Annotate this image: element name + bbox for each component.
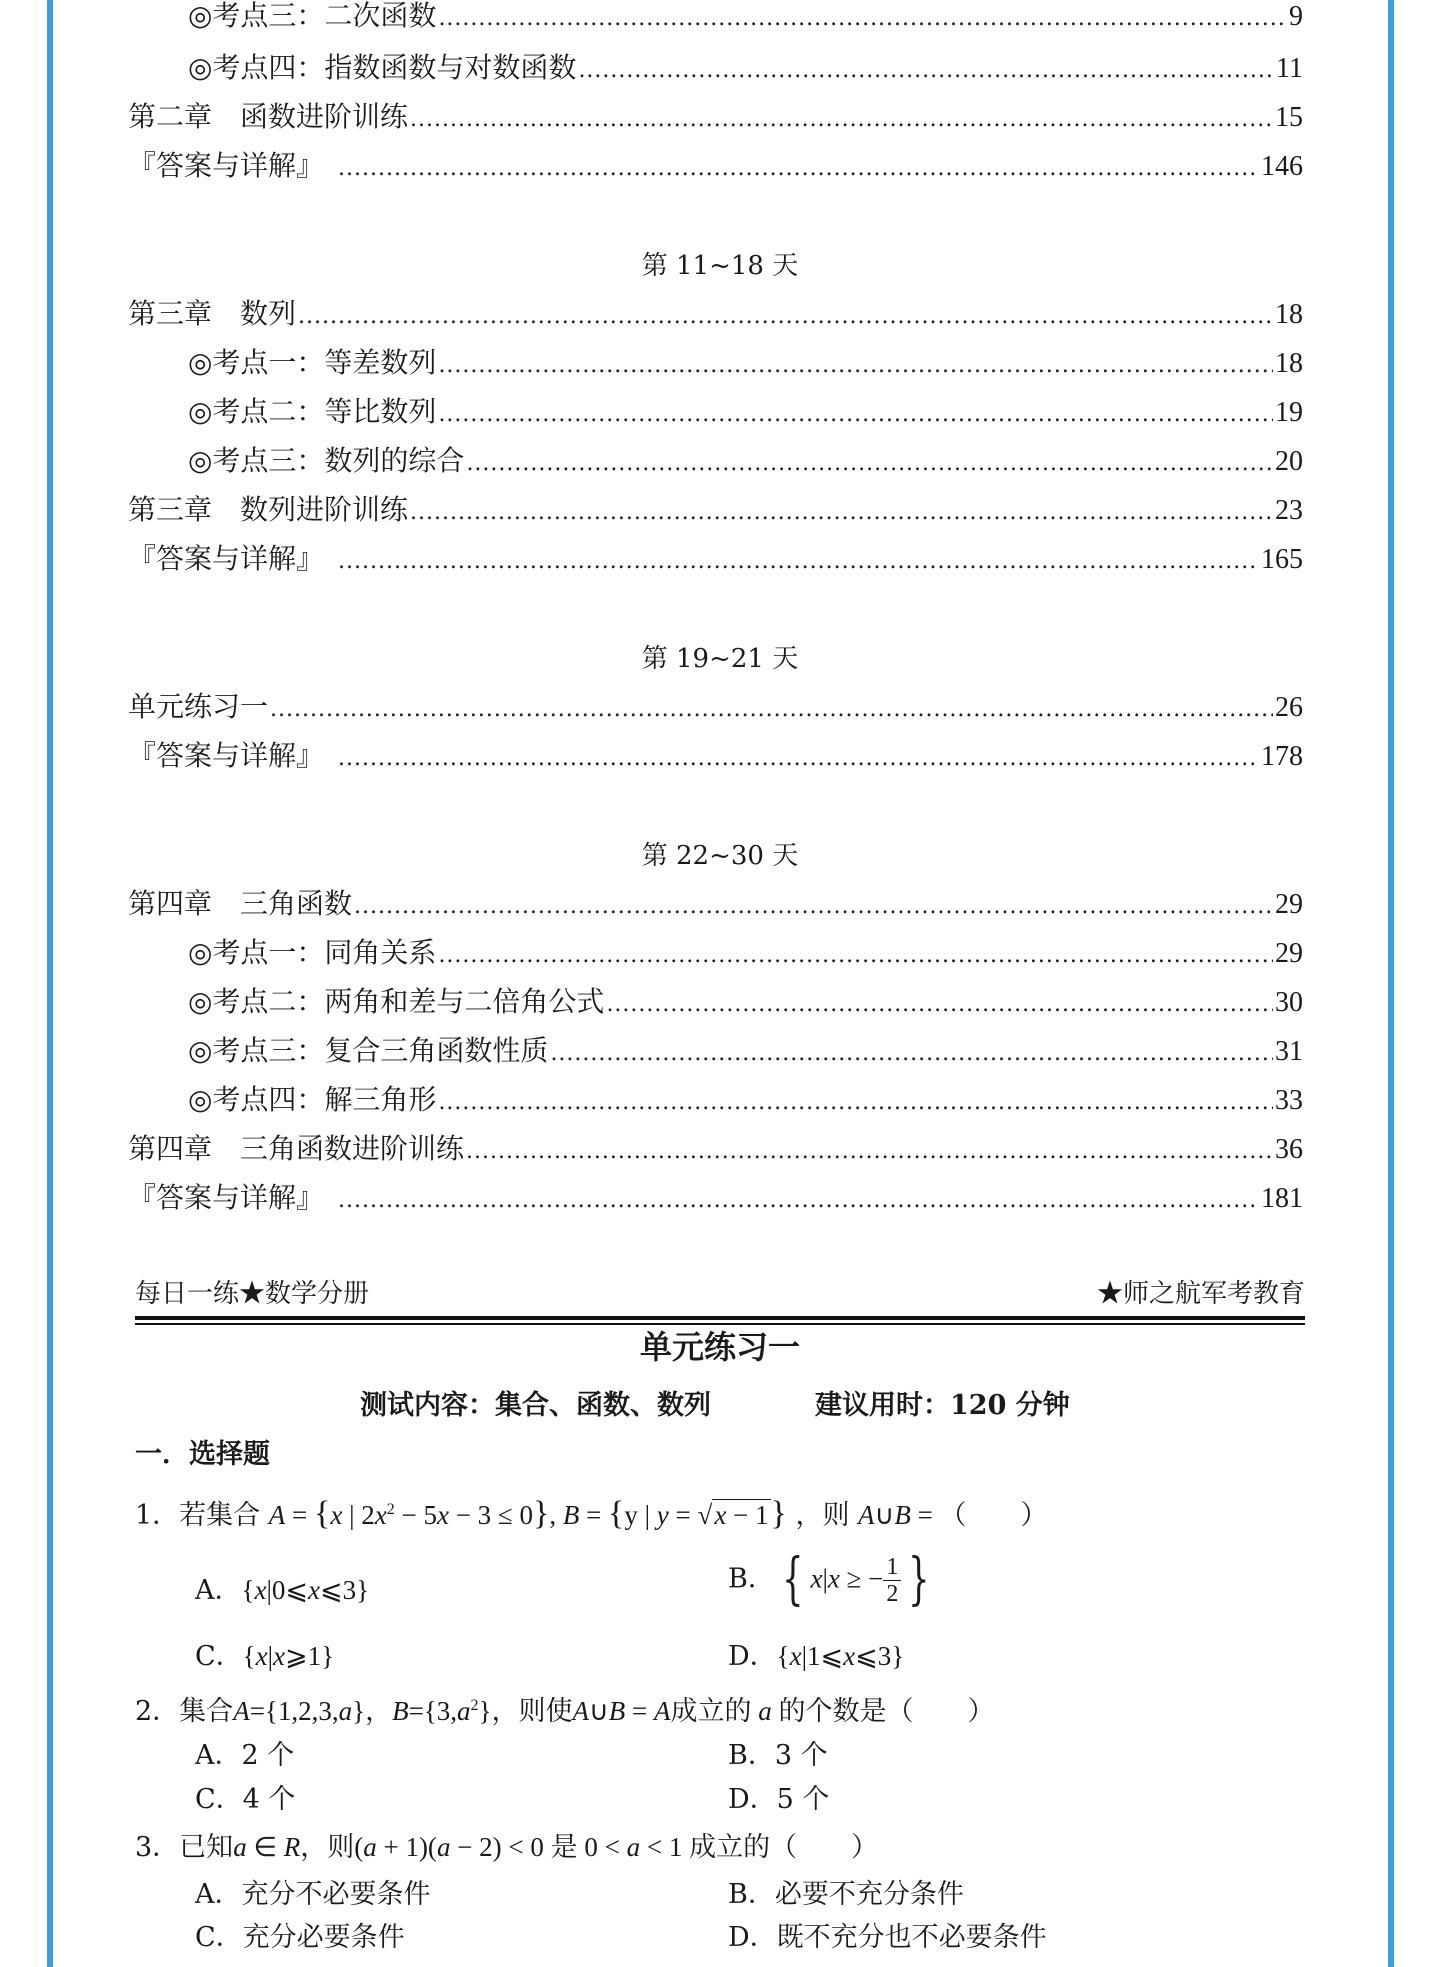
- q2-option-c[interactable]: C．4 个: [195, 1784, 296, 1815]
- toc-entry-page: 26: [1275, 692, 1303, 723]
- toc-entry: [188, 1031, 1303, 1071]
- toc-entry: [128, 294, 1303, 334]
- toc-entry: [128, 1129, 1303, 1169]
- q3-option-d[interactable]: D．既不充分也不必要条件: [728, 1922, 1047, 1953]
- toc-entry-title: ◎考点一：同角关系: [188, 936, 437, 969]
- toc-entry-page: 181: [1261, 1183, 1303, 1214]
- option-label: D．: [728, 1641, 777, 1672]
- toc-entry-title: 第三章 数列进阶训练: [128, 493, 409, 526]
- toc-entry-title: 『答案与详解』: [128, 1181, 325, 1214]
- toc-entry-page: 18: [1275, 299, 1303, 330]
- toc-entry-page: 31: [1275, 1036, 1303, 1067]
- toc-entry: [128, 539, 1303, 579]
- toc-entry-title: ◎考点四：解三角形: [188, 1083, 437, 1116]
- toc-entry-title: 『答案与详解』: [128, 739, 325, 772]
- day-range-heading: 第 11~18 天: [641, 251, 799, 281]
- running-header: [135, 1276, 1305, 1312]
- question-1: 1．若集合 A = {x | $2x^2 - 5x - 3 \le 0$}, B = {y | y = √x − 1} ，则 A∪B = （ ）: [135, 1495, 1048, 1532]
- toc-entry-title: 第四章 三角函数: [128, 887, 353, 920]
- header-rule-thick: [135, 1316, 1305, 1320]
- toc-entry-title: ◎考点二：两角和差与二倍角公式: [188, 985, 605, 1018]
- day-range-heading: 第 19~21 天: [641, 644, 799, 674]
- question-3-text: 3．已知: [135, 1832, 234, 1863]
- option-label: A．: [195, 1575, 242, 1606]
- question-3-text: 成立的（ ）: [689, 1832, 879, 1863]
- q1-formula: A: [268, 1500, 286, 1530]
- toc-entry: [188, 0, 1303, 36]
- toc-entry: [128, 687, 1303, 727]
- section-heading: 一．选择题: [135, 1439, 270, 1470]
- option-label: C．: [195, 1641, 243, 1672]
- question-3: 3．已知a ∈ R，则(a + 1)(a − 2) < 0 是 0 < a < 1 成立的（ ）: [135, 1832, 879, 1863]
- q1-option-a[interactable]: A．{x|0⩽x⩽3}: [195, 1575, 370, 1606]
- toc-entry: [188, 392, 1303, 432]
- option-label: B．: [728, 1563, 775, 1595]
- day-range-heading: 第 22~30 天: [641, 841, 799, 871]
- toc-entry-page: 9: [1289, 1, 1303, 32]
- toc-entry-page: 33: [1275, 1085, 1303, 1116]
- toc-entry: [188, 982, 1303, 1022]
- toc-entry: [128, 97, 1303, 137]
- exam-time-label: 建议用时：120 分钟: [815, 1390, 1070, 1421]
- question-2-text: ，则使: [491, 1696, 573, 1727]
- toc-entry-page: 18: [1275, 348, 1303, 379]
- q3-option-a[interactable]: A．充分不必要条件: [195, 1879, 431, 1910]
- question-3-text: 是: [550, 1832, 578, 1863]
- toc-entry: [188, 441, 1303, 481]
- question-2-text: 的个数是（ ）: [778, 1696, 995, 1727]
- toc-entry: [188, 48, 1303, 88]
- running-header-right: ★师之航军考教育: [1096, 1279, 1305, 1309]
- toc-entry-page: 15: [1275, 102, 1303, 133]
- toc-entry-page: 165: [1261, 544, 1303, 575]
- toc-entry-title: 单元练习一: [128, 690, 269, 723]
- toc-entry-title: 『答案与详解』: [128, 542, 325, 575]
- toc-entry-page: 20: [1275, 446, 1303, 477]
- toc-entry-page: 11: [1276, 53, 1303, 84]
- toc-entry-title: 第三章 数列: [128, 297, 297, 330]
- toc-entry-page: 23: [1275, 495, 1303, 526]
- q2-option-a[interactable]: A．2 个: [195, 1740, 295, 1771]
- toc-entry-title: ◎考点三：二次函数: [188, 0, 437, 32]
- exam-title: 单元练习一: [639, 1328, 800, 1366]
- exam-content-label: 测试内容：集合、函数、数列: [360, 1390, 711, 1421]
- toc-entry-title: ◎考点三：数列的综合: [188, 444, 465, 477]
- toc-entry-page: 29: [1275, 938, 1303, 969]
- q3-option-b[interactable]: B．必要不充分条件: [728, 1879, 964, 1910]
- q2-option-b[interactable]: B．3 个: [728, 1740, 828, 1771]
- toc-entry-title: ◎考点三：复合三角函数性质: [188, 1034, 549, 1067]
- toc-entry-title: ◎考点二：等比数列: [188, 395, 437, 428]
- toc-entry-page: 19: [1275, 397, 1303, 428]
- toc-entry: [128, 884, 1303, 924]
- question-1-tail: ，则: [795, 1500, 850, 1531]
- toc-entry-title: 第四章 三角函数进阶训练: [128, 1132, 465, 1165]
- q1-option-c[interactable]: C．{x|x⩾1}: [195, 1641, 335, 1672]
- q1-option-d[interactable]: D．{x|1⩽x⩽3}: [728, 1641, 905, 1672]
- question-1-number: 1．若集合: [135, 1500, 261, 1531]
- toc-entry-title: ◎考点四：指数函数与对数函数: [188, 51, 577, 84]
- toc-entry: [128, 736, 1303, 776]
- q3-option-c[interactable]: C．充分必要条件: [195, 1922, 405, 1953]
- toc-entry-title: 『答案与详解』: [128, 149, 325, 182]
- toc-entry: [128, 490, 1303, 530]
- running-header-left: 每日一练★数学分册: [135, 1279, 370, 1309]
- toc-entry: [188, 1080, 1303, 1120]
- toc-entry: [188, 343, 1303, 383]
- toc-entry-page: 29: [1275, 889, 1303, 920]
- toc-entry-page: 178: [1261, 741, 1303, 772]
- toc-entry-page: 146: [1261, 151, 1303, 182]
- toc-entry-page: 36: [1275, 1134, 1303, 1165]
- page-frame-left: [47, 0, 53, 1967]
- page-frame-right: [1388, 0, 1394, 1967]
- toc-entry-title: 第二章 函数进阶训练: [128, 100, 409, 133]
- question-3-text: ，则: [300, 1832, 355, 1863]
- exam-subtitle: [360, 1386, 1070, 1426]
- question-2-text: 成立的: [670, 1696, 752, 1727]
- toc-entry: [128, 146, 1303, 186]
- toc-entry-page: 30: [1275, 987, 1303, 1018]
- question-2-text: 2．集合: [135, 1696, 234, 1727]
- toc-entry: [188, 933, 1303, 973]
- q1-option-b[interactable]: B． { x|x ≥ − $\frac{1}{2}$ }: [728, 1547, 930, 1612]
- toc-entry: [128, 1178, 1303, 1218]
- question-2: 2．集合A={1,2,3,a}，$B=\{3,a^2\}$，则使A∪B = A成立的 a 的个数是（ ）: [135, 1696, 995, 1727]
- toc-entry-title: ◎考点一：等差数列: [188, 346, 437, 379]
- q2-option-d[interactable]: D．5 个: [728, 1784, 830, 1815]
